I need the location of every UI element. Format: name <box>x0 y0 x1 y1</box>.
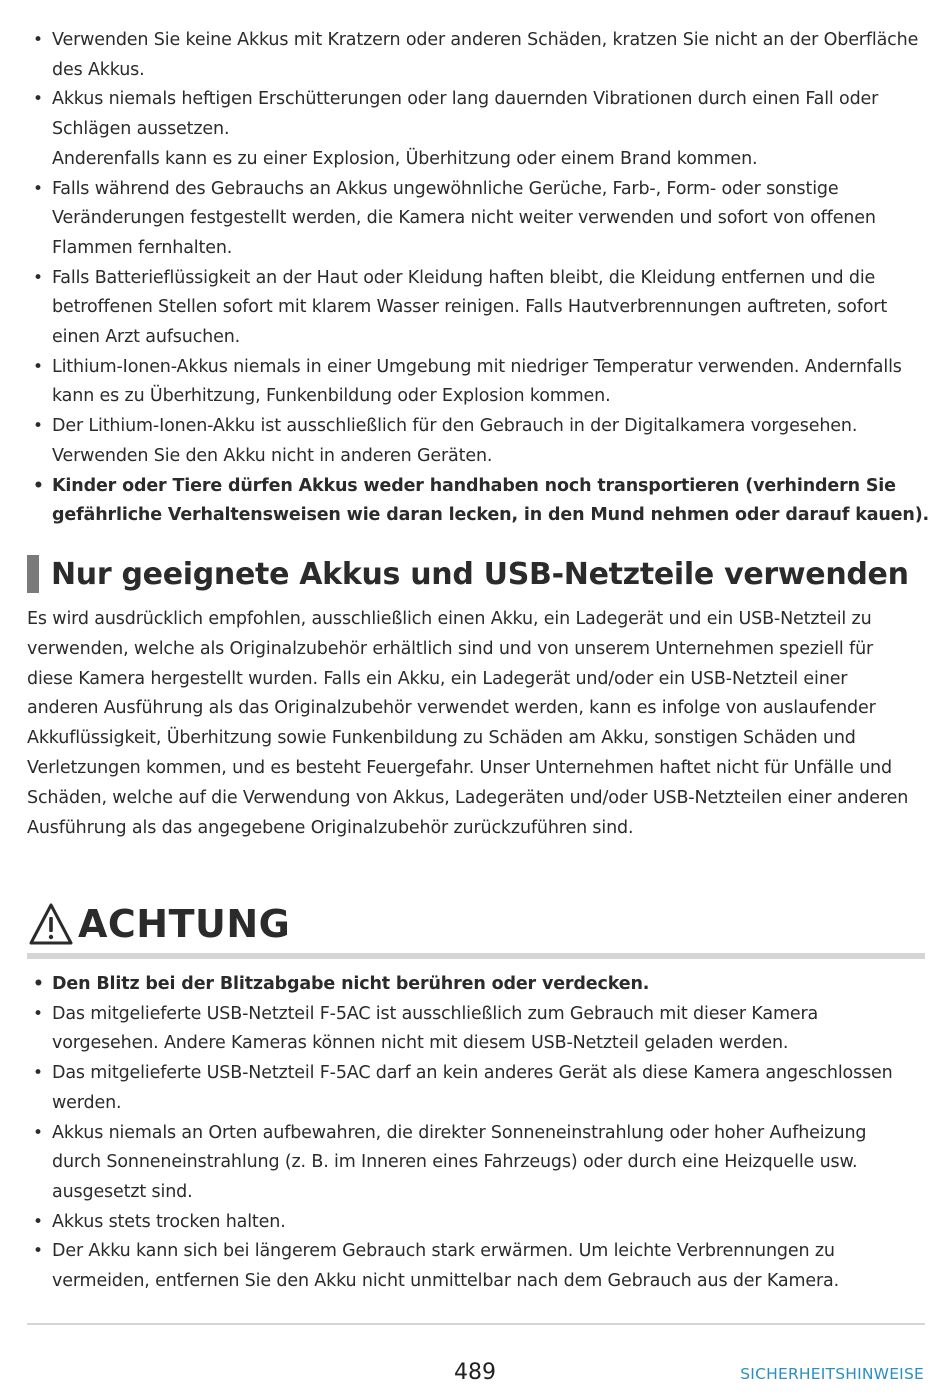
list-item <box>0 26 940 85</box>
list-item-line: Schlägen aussetzen. <box>52 119 230 140</box>
section-heading-text: Nur geeignete Akkus und USB-Netzteile verwenden <box>51 556 909 592</box>
list-item-line: des Akkus. <box>52 59 145 80</box>
list-item-line: • Lithium-Ionen-Akkus niemals in einer Umgebung mit niedriger Temperatur verwenden. Andernfalls <box>52 356 902 377</box>
list-item-line: vermeiden, entfernen Sie den Akku nicht unmittelbar nach dem Gebrauch aus der Kamera. <box>52 1271 839 1292</box>
list-item <box>0 412 940 471</box>
recommendation-paragraph <box>27 605 932 843</box>
list-item-line: • Das mitgelieferte USB-Netzteil F-5AC ist ausschließlich zum Gebrauch mit dieser Kamera <box>52 1003 819 1024</box>
paragraph-line: verwenden, welche als Originalzubehör erhältlich sind und von unserem Unternehmen speziell für <box>27 638 874 659</box>
list-item-line: Flammen fernhalten. <box>52 237 233 258</box>
caution-divider <box>27 953 925 959</box>
caution-list <box>0 970 940 1297</box>
list-item-line: • Das mitgelieferte USB-Netzteil F-5AC darf an kein anderes Gerät als diese Kamera angeschlossen <box>52 1063 893 1084</box>
list-item <box>0 1237 940 1296</box>
list-item <box>0 970 940 1000</box>
list-item-line: • Verwenden Sie keine Akkus mit Kratzern oder anderen Schäden, kratzen Sie nicht an der Oberfläche <box>52 30 919 50</box>
warning-triangle-icon <box>28 902 74 946</box>
list-item <box>0 1208 940 1238</box>
list-item-line: • Kinder oder Tiere dürfen Akkus weder handhaben noch transportieren (verhindern Sie <box>52 475 896 496</box>
list-item <box>0 1119 940 1208</box>
list-item-line: • Den Blitz bei der Blitzabgabe nicht berühren oder verdecken. <box>52 974 650 994</box>
section-link[interactable]: SICHERHEITSHINWEISE <box>740 1365 924 1383</box>
list-item-line: gefährliche Verhaltensweisen wie daran lecken, in den Mund nehmen oder darauf kauen). <box>52 505 930 526</box>
list-item-line: werden. <box>52 1092 122 1113</box>
list-item <box>0 1059 940 1118</box>
paragraph-line: Verletzungen kommen, und es besteht Feuergefahr. Unser Unternehmen haftet nicht für Unfälle und <box>27 757 892 778</box>
list-item-line: • Akkus niemals an Orten aufbewahren, die direkter Sonneneinstrahlung oder hoher Aufheizung <box>52 1122 867 1143</box>
list-item-line: Veränderungen festgestellt werden, die Kamera nicht weiter verwenden und sofort von offenen <box>52 208 876 229</box>
list-item <box>0 1000 940 1059</box>
section-heading <box>27 554 927 594</box>
heading-accent-bar <box>27 555 39 593</box>
list-item-line: Anderenfalls kann es zu einer Explosion, Überhitzung oder einem Brand kommen. <box>52 148 758 169</box>
list-item-line: einen Arzt aufsuchen. <box>52 327 241 348</box>
paragraph-line: Es wird ausdrücklich empfohlen, ausschließlich einen Akku, ein Ladegerät und ein USB-Netzteil zu <box>27 609 872 629</box>
list-item-line: • Der Lithium-Ionen-Akku ist ausschließlich für den Gebrauch in der Digitalkamera vorgesehen. <box>52 416 858 437</box>
list-item-line: • Akkus niemals heftigen Erschütterungen oder lang dauernden Vibrationen durch einen Fall oder <box>52 89 879 110</box>
list-item <box>0 85 940 174</box>
list-item-line: • Akkus stets trocken halten. <box>52 1211 286 1232</box>
list-item-line: Verwenden Sie den Akku nicht in anderen Geräten. <box>52 445 493 466</box>
paragraph-line: Akkuflüssigkeit, Überhitzung sowie Funkenbildung zu Schäden am Akku, sonstigen Schäden und <box>27 728 856 749</box>
footer-divider <box>27 1323 925 1325</box>
list-item-line: • Falls während des Gebrauchs an Akkus ungewöhnliche Gerüche, Farb-, Form- oder sonstige <box>52 178 839 199</box>
list-item-line: • Falls Batterieflüssigkeit an der Haut oder Kleidung haften bleibt, die Kleidung entfernen und die <box>52 267 876 288</box>
paragraph-line: diese Kamera hergestellt wurden. Falls ein Akku, ein Ladegerät und/oder ein USB-Netzteil einer <box>27 668 848 689</box>
list-item-line: durch Sonneneinstrahlung (z. B. im Inneren eines Fahrzeugs) oder durch eine Heizquelle usw. <box>52 1152 858 1173</box>
page-number: 489 <box>454 1360 496 1385</box>
list-item-line: • Der Akku kann sich bei längerem Gebrauch stark erwärmen. Um leichte Verbrennungen zu <box>52 1241 835 1262</box>
list-item-line: betroffenen Stellen sofort mit klarem Wasser reinigen. Falls Hautverbrennungen auftreten, sofort <box>52 297 888 318</box>
list-item <box>0 264 940 353</box>
list-item <box>0 472 940 531</box>
caution-header <box>28 900 290 948</box>
paragraph-line: Schäden, welche auf die Verwendung von Akkus, Ladegeräten und/oder USB-Netzteilen einer anderen <box>27 787 909 808</box>
paragraph-line: Ausführung als das angegebene Originalzubehör zurückzuführen sind. <box>27 817 634 838</box>
paragraph-line: anderen Ausführung als das Originalzubehör verwendet werden, kann es infolge von auslaufender <box>27 698 876 719</box>
list-item-line: vorgesehen. Andere Kameras können nicht mit diesem USB-Netzteil geladen werden. <box>52 1033 789 1054</box>
list-item <box>0 175 940 264</box>
list-item-line: kann es zu Überhitzung, Funkenbildung oder Explosion kommen. <box>52 386 611 407</box>
list-item <box>0 353 940 412</box>
battery-safety-list <box>0 26 940 531</box>
list-item-line: ausgesetzt sind. <box>52 1181 193 1202</box>
caution-label: ACHTUNG <box>78 902 291 946</box>
